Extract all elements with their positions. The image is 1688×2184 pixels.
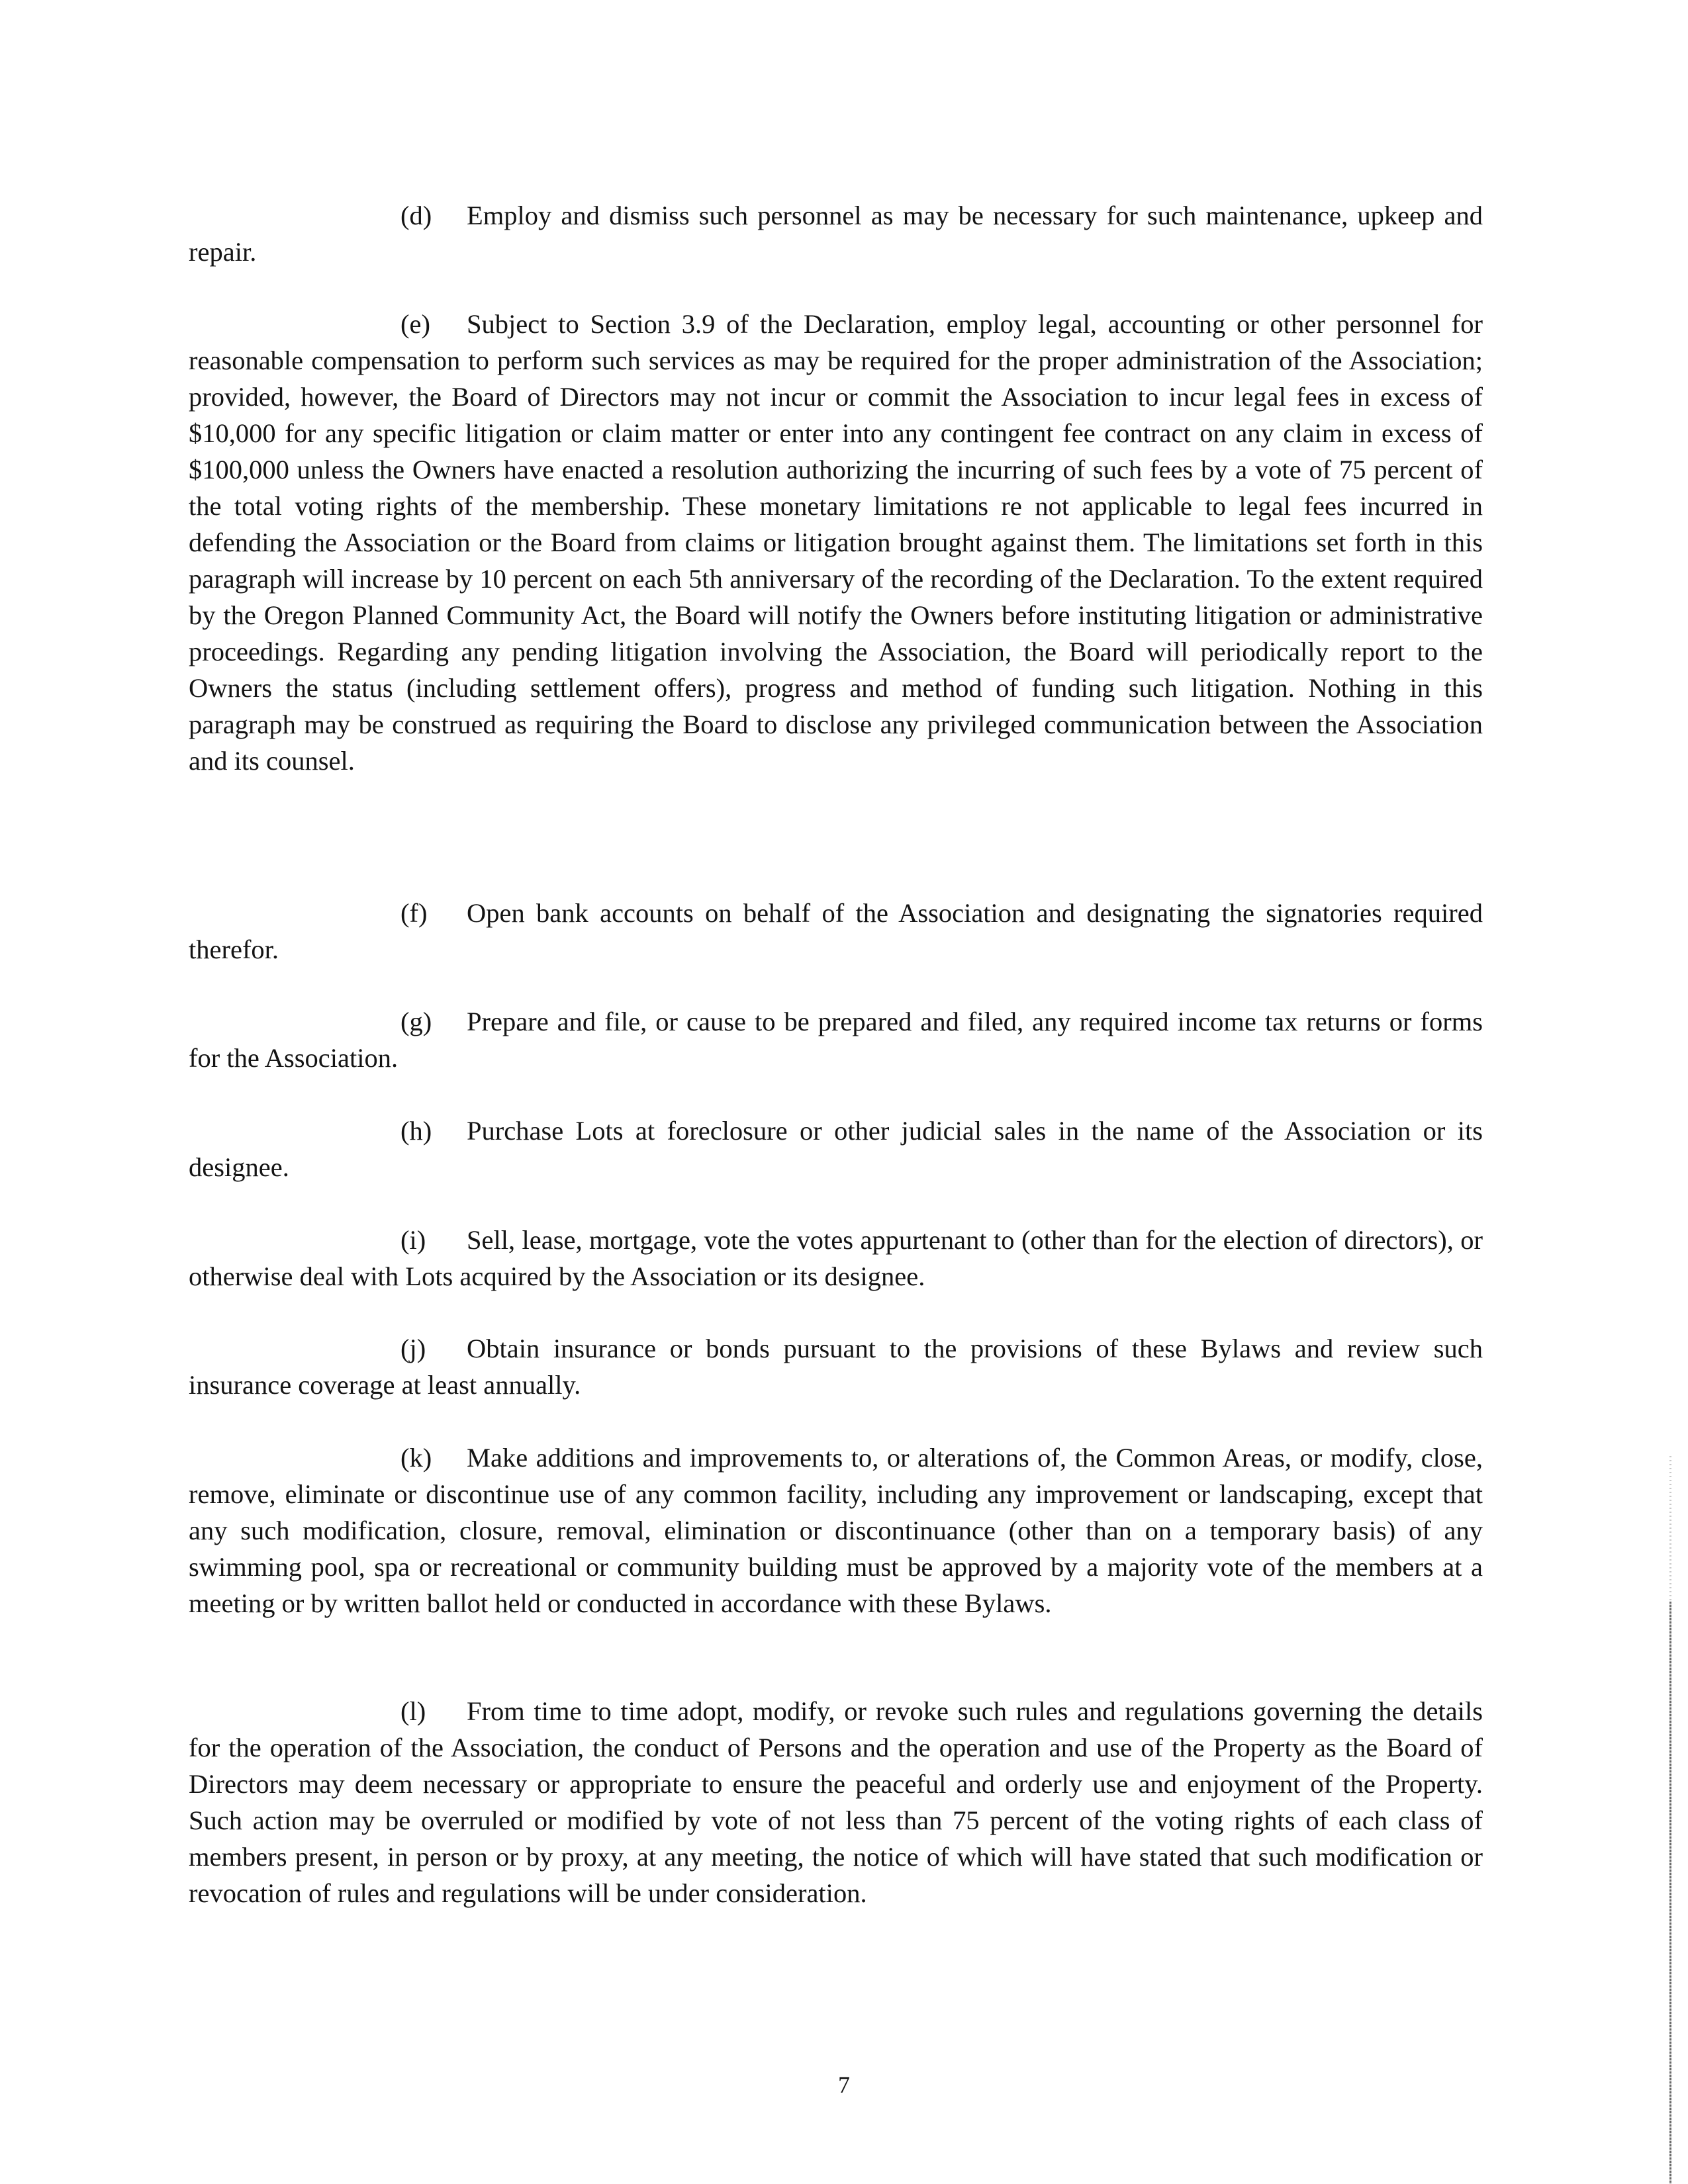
paragraph-h <box>189 1113 1483 1185</box>
paragraph-label-j: (j) <box>400 1334 426 1363</box>
paragraph-label-k: (k) <box>400 1443 432 1473</box>
paragraph-e <box>189 306 1483 779</box>
paragraph-i <box>189 1222 1483 1295</box>
paragraph-text-f: Open bank accounts on behalf of the Association and designating the signatories required therefor. <box>189 898 1483 964</box>
paragraph-text-e: Subject to Section 3.9 of the Declaration, employ legal, accounting or other personnel for reasonable compensation to perform such services as may be required for the proper administration of the Association; provided, however, the Board of Directors may not incur or commit the Association to incur legal fees in excess of $10,000 for any specific litigation or claim matter or enter into any contingent fee contract on any claim in excess of $100,000 unless the Owners have enacted a resolution authorizing the incurring of such fees by a vote of 75 percent of the total voting rights of the membership. These monetary limitations re not applicable to legal fees incurred in defending the Association or the Board from claims or litigation brought against them. The limitations set forth in this paragraph will increase by 10 percent on each 5th anniversary of the recording of the Declaration. To the extent required by the Oregon Planned Community Act, the Board will notify the Owners before instituting litigation or administrative proceedings. Regarding any pending litigation involving the Association, the Board will periodically report to the Owners the status (including settlement offers), progress and method of funding such litigation. Nothing in this paragraph may be construed as requiring the Board to disclose any privileged communication between the Association and its counsel. <box>189 309 1483 776</box>
paragraph-text-g: Prepare and file, or cause to be prepared and filed, any required income tax returns or forms for the Association. <box>189 1007 1483 1073</box>
paragraph-text-h: Purchase Lots at foreclosure or other judicial sales in the name of the Association or its designee. <box>189 1116 1483 1182</box>
paragraph-k <box>189 1439 1483 1621</box>
paragraph-text-i: Sell, lease, mortgage, vote the votes appurtenant to (other than for the election of directors), or otherwise deal with Lots acquired by the Association or its designee. <box>189 1225 1483 1291</box>
paragraph-d <box>189 197 1483 270</box>
paragraph-text-d: Employ and dismiss such personnel as may be necessary for such maintenance, upkeep and repair. <box>189 201 1483 267</box>
scan-edge-artifact <box>1669 1456 1671 1602</box>
paragraph-label-h: (h) <box>400 1116 432 1146</box>
paragraph-label-f: (f) <box>400 898 428 928</box>
paragraph-label-l: (l) <box>400 1696 426 1726</box>
paragraph-f <box>189 895 1483 968</box>
scan-edge-artifact-dark <box>1669 1602 1671 2184</box>
paragraph-g <box>189 1003 1483 1076</box>
paragraph-text-k: Make additions and improvements to, or alterations of, the Common Areas, or modify, close, remove, eliminate or discontinue use of any common facility, including any improvement or landscaping, except that any such modification, closure, removal, elimination or discontinuance (other than on a temporary basis) of any swimming pool, spa or recreational or community building must be approved by a majority vote of the members at a meeting or by written ballot held or conducted in accordance with these Bylaws. <box>189 1443 1483 1618</box>
paragraph-text-l: From time to time adopt, modify, or revoke such rules and regulations governing the details for the operation of the Association, the conduct of Persons and the operation and use of the Property as the Board of Directors may deem necessary or appropriate to ensure the peaceful and orderly use and enjoyment of the Property. Such action may be overruled or modified by vote of not less than 75 percent of the voting rights of each class of members present, in person or by proxy, at any meeting, the notice of which will have stated that such modification or revocation of rules and regulations will be under consideration. <box>189 1696 1483 1908</box>
page-number: 7 <box>838 2071 850 2098</box>
paragraph-l <box>189 1693 1483 1911</box>
paragraph-label-d: (d) <box>400 201 432 230</box>
paragraph-text-j: Obtain insurance or bonds pursuant to the provisions of these Bylaws and review such insurance coverage at least annually. <box>189 1334 1483 1400</box>
paragraph-label-i: (i) <box>400 1225 426 1255</box>
paragraph-j <box>189 1330 1483 1403</box>
paragraph-label-g: (g) <box>400 1007 432 1036</box>
paragraph-label-e: (e) <box>400 309 430 339</box>
